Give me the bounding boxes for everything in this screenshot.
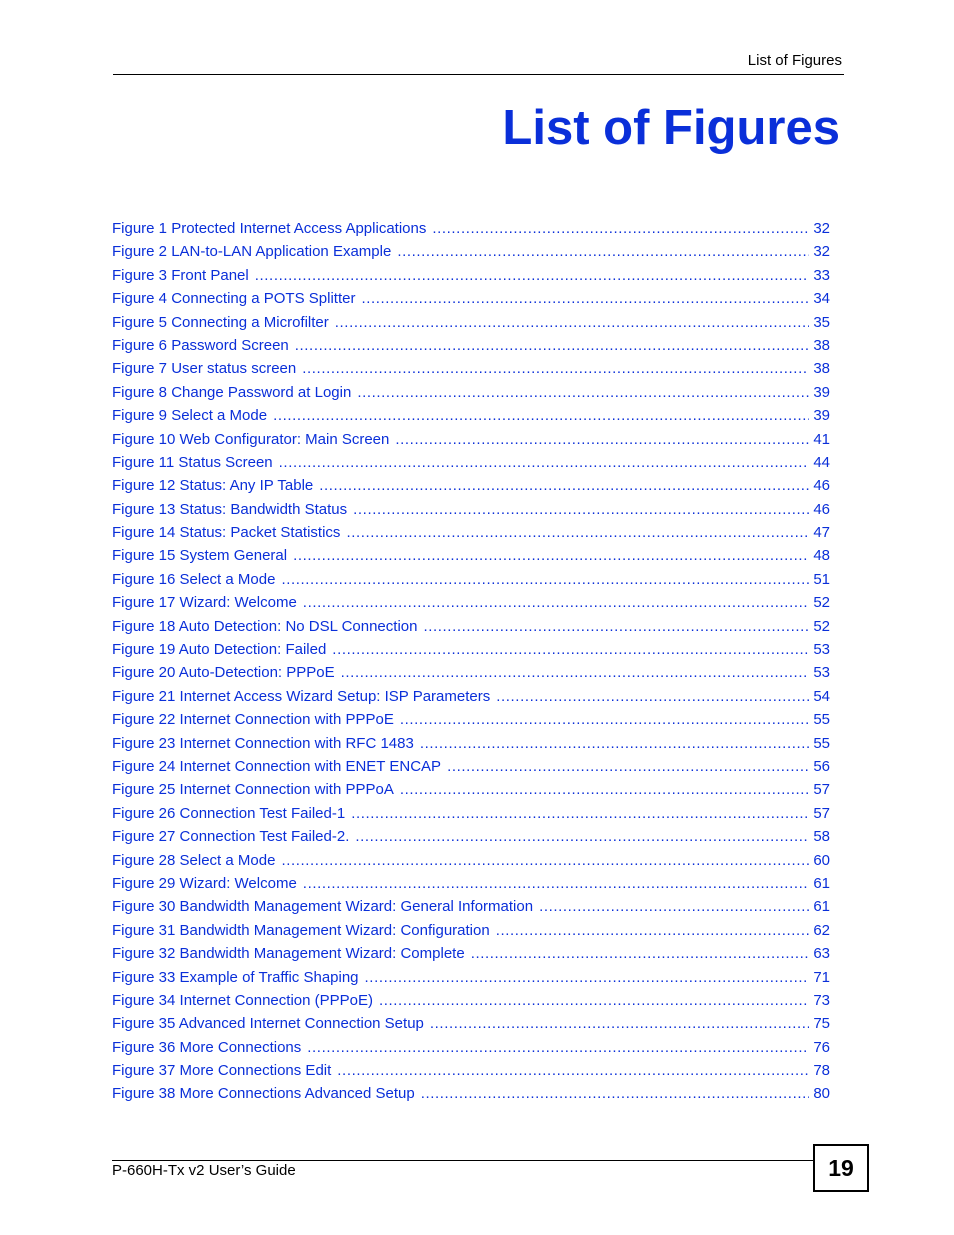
figure-list-item-label: Figure 13 Status: Bandwidth Status <box>112 500 348 518</box>
figure-list-item-page: 46 <box>813 500 830 518</box>
dot-leader <box>421 1082 810 1105</box>
dot-leader <box>432 217 809 240</box>
figure-list-item-label: Figure 34 Internet Connection (PPPoE) <box>112 991 373 1009</box>
figure-list-item-label: Figure 36 More Connections <box>112 1038 302 1056</box>
figure-list-item-label: Figure 16 Select a Mode <box>112 570 276 588</box>
dot-leader <box>351 802 809 825</box>
figure-list-item[interactable] <box>112 895 830 918</box>
dot-leader <box>400 778 809 801</box>
figure-list-item[interactable] <box>112 334 830 357</box>
figure-list-item-page: 32 <box>813 243 830 261</box>
figure-list-item-label: Figure 7 User status screen <box>112 360 297 378</box>
figure-list-item[interactable] <box>112 264 830 287</box>
figure-list-item-label: Figure 2 LAN-to-LAN Application Example <box>112 243 392 261</box>
dot-leader <box>335 311 810 334</box>
figure-list-item-label: Figure 8 Change Password at Login <box>112 383 352 401</box>
dot-leader <box>281 568 809 591</box>
dot-leader <box>430 1012 809 1035</box>
dot-leader <box>355 825 809 848</box>
dot-leader <box>293 544 809 567</box>
figure-list-item-label: Figure 23 Internet Connection with RFC 1483 <box>112 734 414 752</box>
figure-list-item-label: Figure 22 Internet Connection with PPPoE <box>112 711 394 729</box>
dot-leader <box>341 661 810 684</box>
figure-list-item[interactable] <box>112 451 830 474</box>
figure-list-item-page: 57 <box>813 781 830 799</box>
figure-list-item-page: 39 <box>813 407 830 425</box>
figure-list-item[interactable] <box>112 872 830 895</box>
figure-list-item[interactable] <box>112 287 830 310</box>
figure-list-item[interactable] <box>112 802 830 825</box>
figure-list-item-page: 54 <box>813 687 830 705</box>
figure-list-item[interactable] <box>112 661 830 684</box>
figure-list-item-label: Figure 18 Auto Detection: No DSL Connection <box>112 617 418 635</box>
figure-list-item-page: 61 <box>813 874 830 892</box>
figure-list-item-page: 52 <box>813 594 830 612</box>
dot-leader <box>279 451 810 474</box>
figure-list-item[interactable] <box>112 989 830 1012</box>
dot-leader <box>400 708 809 731</box>
figure-list-item-label: Figure 38 More Connections Advanced Setup <box>112 1085 415 1103</box>
dot-leader <box>255 264 810 287</box>
figure-list-item-label: Figure 3 Front Panel <box>112 266 249 284</box>
figure-list-item[interactable] <box>112 544 830 567</box>
figure-list-item-page: 39 <box>813 383 830 401</box>
figure-list-item-page: 38 <box>813 360 830 378</box>
dot-leader <box>397 240 809 263</box>
page-number: 19 <box>813 1144 869 1192</box>
figure-list-item-page: 52 <box>813 617 830 635</box>
figure-list-item-label: Figure 24 Internet Connection with ENET ENCAP <box>112 757 442 775</box>
figure-list-item-page: 38 <box>813 336 830 354</box>
dot-leader <box>319 474 809 497</box>
figure-list-item-label: Figure 4 Connecting a POTS Splitter <box>112 290 356 308</box>
running-header: List of Figures <box>747 52 842 69</box>
figure-list-item-page: 73 <box>813 991 830 1009</box>
figure-list-item[interactable] <box>112 966 830 989</box>
figure-list-item[interactable] <box>112 1082 830 1105</box>
figure-list-item-page: 80 <box>813 1085 830 1103</box>
dot-leader <box>420 732 809 755</box>
dot-leader <box>357 381 809 404</box>
figure-list-item-page: 35 <box>813 313 830 331</box>
figure-list-item-page: 55 <box>813 711 830 729</box>
figure-list-item-label: Figure 19 Auto Detection: Failed <box>112 641 327 659</box>
dot-leader <box>353 498 809 521</box>
dot-leader <box>395 428 809 451</box>
dot-leader <box>303 591 810 614</box>
figure-list-item[interactable] <box>112 778 830 801</box>
figure-list-item-page: 58 <box>813 828 830 846</box>
figure-list-item[interactable] <box>112 919 830 942</box>
figure-list-item[interactable] <box>112 615 830 638</box>
figure-list-item[interactable] <box>112 568 830 591</box>
figure-list-item[interactable] <box>112 849 830 872</box>
figure-list-item[interactable] <box>112 708 830 731</box>
figure-list-item-page: 41 <box>813 430 830 448</box>
dot-leader <box>303 872 810 895</box>
footer-guide-title: P-660H-Tx v2 User’s Guide <box>112 1162 296 1179</box>
figure-list-item-page: 32 <box>813 220 830 237</box>
figure-list-item[interactable] <box>112 311 830 334</box>
figure-list-item-label: Figure 6 Password Screen <box>112 336 289 354</box>
figure-list-item-label: Figure 20 Auto-Detection: PPPoE <box>112 664 335 682</box>
dot-leader <box>281 849 809 872</box>
figure-list-item[interactable] <box>112 474 830 497</box>
figure-list <box>112 217 830 1106</box>
figure-list-item-label: Figure 15 System General <box>112 547 288 565</box>
figure-list-item[interactable] <box>112 521 830 544</box>
figure-list-item-page: 51 <box>813 570 830 588</box>
figure-list-item-label: Figure 33 Example of Traffic Shaping <box>112 968 359 986</box>
figure-list-item-label: Figure 17 Wizard: Welcome <box>112 594 297 612</box>
figure-list-item-label: Figure 26 Connection Test Failed-1 <box>112 804 346 822</box>
dot-leader <box>447 755 809 778</box>
figure-list-item-label: Figure 21 Internet Access Wizard Setup: ISP Parameters <box>112 687 491 705</box>
figure-list-item[interactable] <box>112 217 830 240</box>
figure-list-item-page: 75 <box>813 1015 830 1033</box>
figure-list-item[interactable] <box>112 638 830 661</box>
figure-list-item-label: Figure 30 Bandwidth Management Wizard: General Information <box>112 898 534 916</box>
figure-list-item-page: 53 <box>813 641 830 659</box>
figure-list-item-page: 56 <box>813 757 830 775</box>
figure-list-item-page: 34 <box>813 290 830 308</box>
figure-list-item[interactable] <box>112 404 830 427</box>
figure-list-item[interactable] <box>112 755 830 778</box>
figure-list-item-label: Figure 5 Connecting a Microfilter <box>112 313 329 331</box>
dot-leader <box>361 287 809 310</box>
figure-list-item[interactable] <box>112 591 830 614</box>
figure-list-item-page: 63 <box>813 945 830 963</box>
dot-leader <box>471 942 810 965</box>
figure-list-item-page: 71 <box>813 968 830 986</box>
figure-list-item-label: Figure 27 Connection Test Failed-2. <box>112 828 350 846</box>
figure-list-item-page: 57 <box>813 804 830 822</box>
dot-leader <box>539 895 809 918</box>
figure-list-item-label: Figure 35 Advanced Internet Connection Setup <box>112 1015 424 1033</box>
figure-list-item-page: 44 <box>813 453 830 471</box>
figure-list-item-page: 53 <box>813 664 830 682</box>
figure-list-item-page: 61 <box>813 898 830 916</box>
figure-list-item-page: 48 <box>813 547 830 565</box>
figure-list-item-page: 55 <box>813 734 830 752</box>
page-title: List of Figures <box>502 101 840 155</box>
figure-list-item-label: Figure 25 Internet Connection with PPPoA <box>112 781 394 799</box>
dot-leader <box>337 1059 809 1082</box>
dot-leader <box>365 966 810 989</box>
figure-list-item[interactable] <box>112 428 830 451</box>
dot-leader <box>346 521 809 544</box>
figure-list-item[interactable] <box>112 1012 830 1035</box>
figure-list-item-label: Figure 9 Select a Mode <box>112 407 268 425</box>
dot-leader <box>332 638 809 661</box>
figure-list-item-page: 47 <box>813 524 830 542</box>
dot-leader <box>496 685 809 708</box>
dot-leader <box>423 615 809 638</box>
figure-list-item[interactable] <box>112 1036 830 1059</box>
figure-list-item-page: 46 <box>813 477 830 495</box>
figure-list-item[interactable] <box>112 685 830 708</box>
figure-list-item[interactable] <box>112 357 830 380</box>
figure-list-item[interactable] <box>112 732 830 755</box>
figure-list-item-label: Figure 37 More Connections Edit <box>112 1062 332 1080</box>
figure-list-item-label: Figure 31 Bandwidth Management Wizard: Configuration <box>112 921 490 939</box>
figure-list-item[interactable] <box>112 1059 830 1082</box>
figure-list-item-label: Figure 11 Status Screen <box>112 453 273 471</box>
figure-list-item-page: 60 <box>813 851 830 869</box>
figure-list-item-label: Figure 32 Bandwidth Management Wizard: Complete <box>112 945 465 963</box>
figure-list-item-label: Figure 1 Protected Internet Access Applications <box>112 220 427 237</box>
figure-list-item[interactable] <box>112 498 830 521</box>
footer-rule <box>112 1160 814 1161</box>
dot-leader <box>307 1036 809 1059</box>
figure-list-item-page: 62 <box>813 921 830 939</box>
figure-list-item-page: 76 <box>813 1038 830 1056</box>
dot-leader <box>496 919 810 942</box>
figure-list-item[interactable] <box>112 381 830 404</box>
dot-leader <box>302 357 809 380</box>
figure-list-item-label: Figure 29 Wizard: Welcome <box>112 874 297 892</box>
dot-leader <box>295 334 810 357</box>
dot-leader <box>273 404 809 427</box>
figure-list-item-label: Figure 12 Status: Any IP Table <box>112 477 314 495</box>
figure-list-item-label: Figure 28 Select a Mode <box>112 851 276 869</box>
figure-list-item[interactable] <box>112 942 830 965</box>
header-rule <box>113 74 844 75</box>
figure-list-item-label: Figure 14 Status: Packet Statistics <box>112 524 341 542</box>
figure-list-item-label: Figure 10 Web Configurator: Main Screen <box>112 430 390 448</box>
figure-list-item[interactable] <box>112 240 830 263</box>
dot-leader <box>379 989 809 1012</box>
figure-list-item-page: 33 <box>813 266 830 284</box>
figure-list-item[interactable] <box>112 825 830 848</box>
figure-list-item-page: 78 <box>813 1062 830 1080</box>
